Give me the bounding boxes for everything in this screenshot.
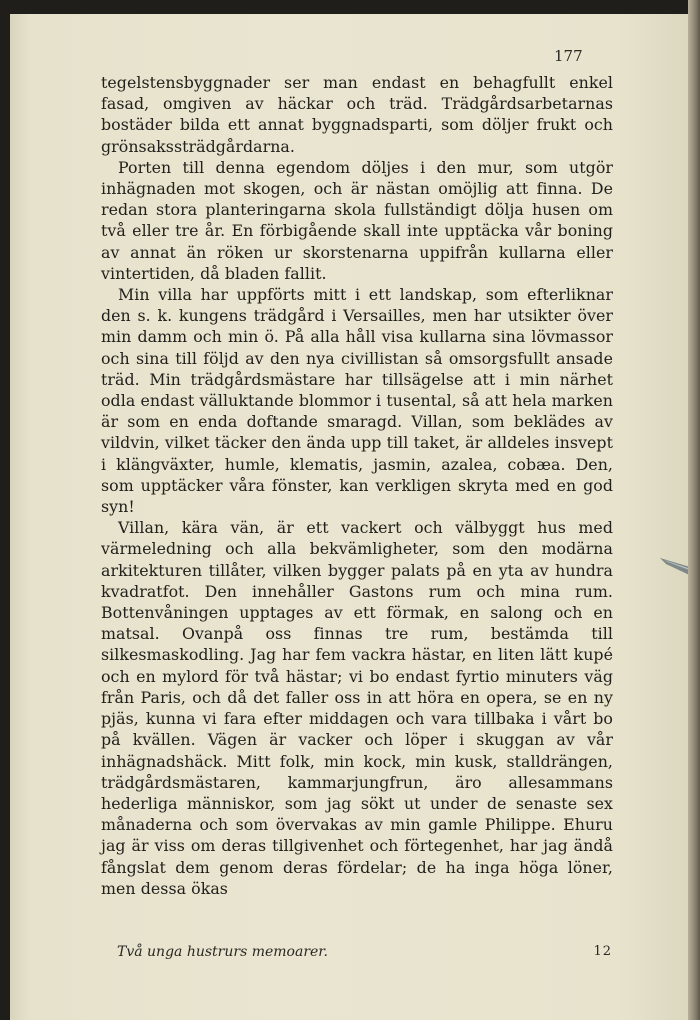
paragraph: Min villa har uppförts mitt i ett landskap, som efterliknar den s. k. kungens trädgård i Versailles, men har utsikter över min damm och min ö. På alla håll visa kullarna sina lövmassor och sina till följd av den nya civillistan så omsorgsfullt ansade träd. Min trädgårdsmästare har tillsägelse att i min närhet odla endast välluktande blommor i tusental, så att hela marken är som en enda doftande smaragd. Villan, som beklädes av vildvin, vilket täcker den ända upp till taket, är alldeles insvept i klängväxter, humle, klematis, jasmin, azalea, cobæa. Den, som upptäcker våra fönster, kan verkligen skryta med en god syn!: [101, 285, 613, 517]
paragraph: tegelstensbyggnader ser man endast en behagfullt enkel fasad, omgiven av häckar och träd. Trädgårdsarbetarnas bostäder bilda ett annat byggnadsparti, som döljer frukt och grönsakssträdgårdarna.: [101, 73, 613, 156]
book-spine-edge: [688, 0, 700, 1020]
signature-mark: 12: [593, 944, 612, 959]
footer-title: Två unga hustrurs memoarer.: [117, 944, 328, 960]
paragraph: Villan, kära vän, är ett vackert och välbyggt hus med värmeledning och alla bekvämligheter, som den modärna arkitekturen tillåter, vilken bygger palats på en yta av hundra kvadratfot. Den innehåller Gastons rum och mina rum. Bottenvåningen upptages av ett förmak, en salong och en matsal. Ovanpå oss finnas tre rum, bestämda till silkesmaskodling. Jag har fem vackra hästar, en liten lätt kupé och en mylord för två hästar; vi bo endast fyrtio minuters väg från Paris, och då det faller oss in att höra en opera, se en ny pjäs, kunna vi fara efter middagen och vara tillbaka i vårt bo på kvällen. Vägen är vacker och löper i skuggan av vår inhägnadshäck. Mitt folk, min kock, min kusk, stalldrängen, trädgårdsmästaren, kammarjungfrun, äro allesammans hederliga människor, som jag sökt ut under de senaste sex månaderna och som övervakas av min gamle Philippe. Ehuru jag är viss om deras tillgivenhet och förtegenhet, har jag ändå fångslat dem genom deras fördelar; de ha inga höga löner, men dessa ökas: [101, 518, 613, 898]
book-page: [10, 14, 688, 1020]
page-number: 177: [554, 47, 583, 65]
page-footer: [117, 944, 612, 960]
page-body: [101, 72, 613, 899]
paragraph: Porten till denna egendom döljes i den mur, som utgör inhägnaden mot skogen, och är nästan omöjlig att finna. De redan stora planteringarna skola fullständigt dölja husen om två eller tre år. En förbigående skall inte upptäcka vår boning av annat än röken ur skorstenarna uppifrån kullarna eller vintertiden, då bladen fallit.: [101, 157, 613, 283]
